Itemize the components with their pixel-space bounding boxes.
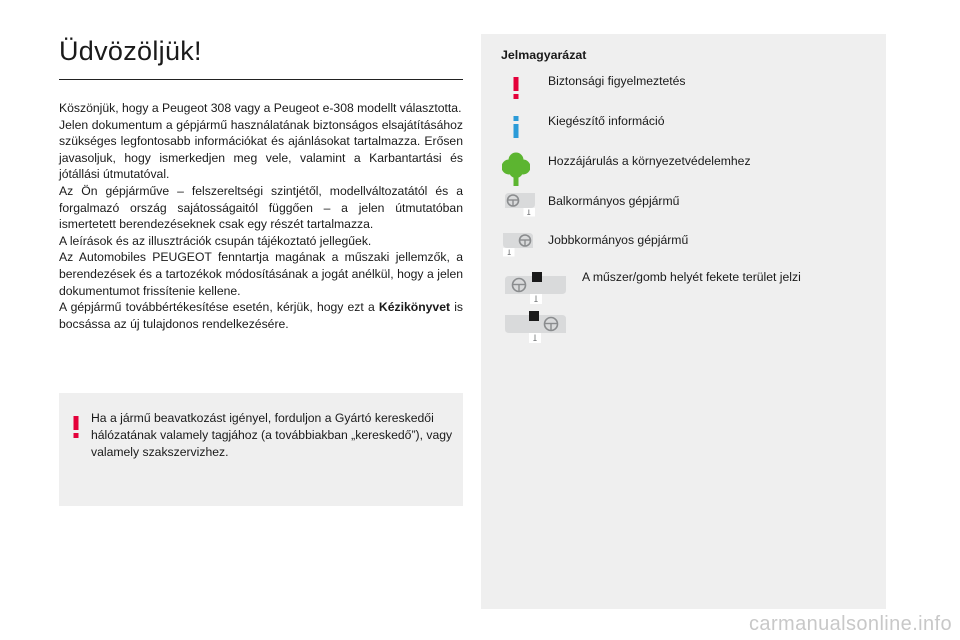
- watermark: carmanualsonline.info: [749, 613, 952, 635]
- left-column: [59, 30, 463, 332]
- warning-text: Ha a jármű beavatkozást igényel, forduljon a Gyártó kereskedői hálózatának valamely tagjához (a továbbiakban „kereskedő”), vagy valamely szakszervizhez.: [91, 411, 453, 459]
- intro-paragraph: A leírások és az illusztrációk csupán tájékoztató jellegűek.: [59, 233, 372, 248]
- intro-paragraph-last: [59, 299, 463, 332]
- legend-panel: [481, 34, 886, 609]
- info-icon: [512, 116, 520, 143]
- intro-paragraph: Jelen dokumentum a gépjármű használatának biztonságos elsajátításához szükséges legfontosabb információkat és ajánlásokat tartalmazza. Erősen javasoljuk, hogy ismerkedjen meg vele, valamint a Karbantartási és jótállási útmutatóval.: [59, 117, 463, 182]
- intro-paragraph: Az Ön gépjárműve – felszereltségi szintjétől, modellváltozatától és a forgalmazó ország sajátosságaitól függően – a jelen útmutatóban ismertetett berendezéseknek csak egy részét tartalmazza.: [59, 183, 463, 232]
- legend-label-control-location: A műszer/gomb helyét fekete terület jelzi: [582, 270, 801, 284]
- intro-paragraph: Köszönjük, hogy a Peugeot 308 vagy a Peugeot e-308 modellt választotta.: [59, 101, 462, 115]
- exclamation-icon: [512, 77, 520, 104]
- right-hand-drive-icon: [501, 231, 537, 262]
- exclamation-icon: [72, 416, 80, 443]
- legend-label-info: Kiegészítő információ: [548, 114, 665, 128]
- intro-text: [59, 100, 463, 332]
- legend-label-eco: Hozzájárulás a környezetvédelemhez: [548, 154, 751, 168]
- last-paragraph-start: A gépjármű továbbértékesítése esetén, kérjük, hogy ezt a: [59, 300, 379, 315]
- control-location-lhd-icon: [502, 272, 568, 309]
- legend-label-lhd: Balkormányos gépjármű: [548, 194, 680, 208]
- manual-emphasis: Kézikönyvet: [378, 300, 451, 315]
- warning-box: [59, 393, 463, 506]
- last-paragraph-end: is bocsássa az új tulajdonos rendelkezésére.: [59, 300, 463, 331]
- legend-heading: Jelmagyarázat: [501, 48, 587, 62]
- page-title: Üdvözöljük!: [59, 36, 202, 66]
- left-hand-drive-icon: [501, 191, 537, 222]
- legend-label-rhd: Jobbkormányos gépjármű: [548, 233, 689, 247]
- control-location-rhd-icon: [502, 311, 568, 348]
- legend-label-safety: Biztonsági figyelmeztetés: [548, 74, 686, 88]
- title-divider: [59, 79, 463, 80]
- tree-icon: [502, 152, 530, 191]
- intro-paragraph: Az Automobiles PEUGEOT fenntartja magának a műszaki jellemzők, a berendezések és a tartozékok módosításának a jogát anélkül, hogy a jelen dokumentumot frissítenie kellene.: [59, 250, 463, 298]
